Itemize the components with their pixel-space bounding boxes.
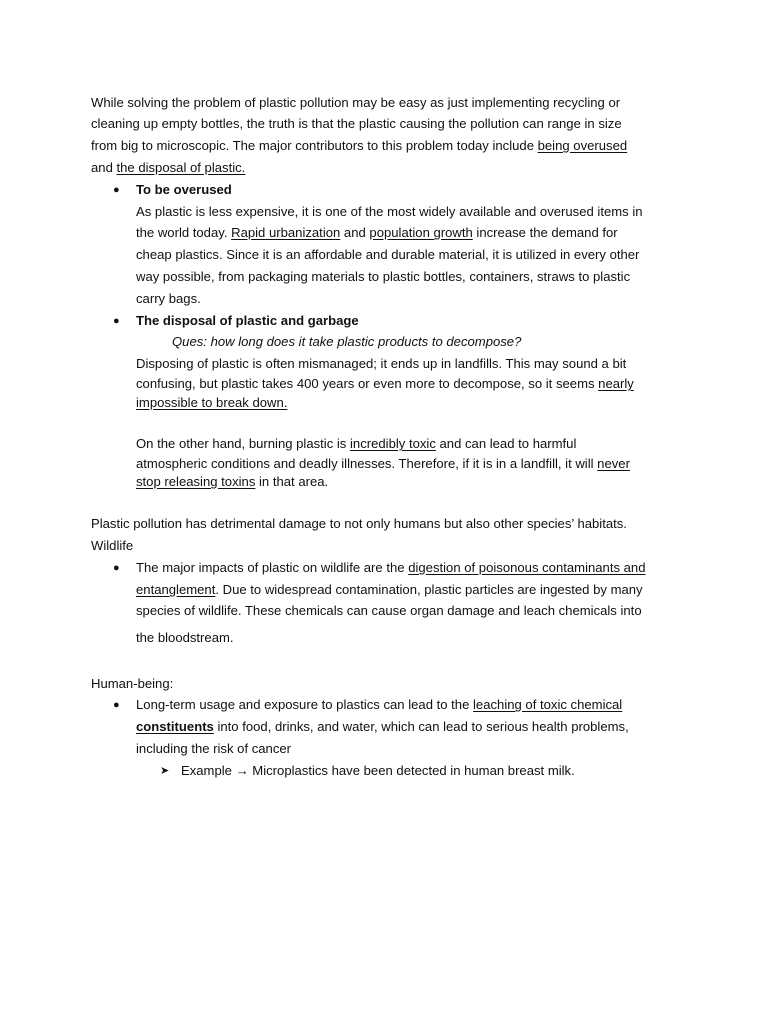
underlined-phrase: nearly xyxy=(598,376,634,391)
body-line xyxy=(136,719,629,735)
intro-line xyxy=(91,138,627,154)
intro-text: from big to microscopic. The major contributors xyxy=(91,138,364,153)
underlined-phrase: incredibly toxic xyxy=(350,436,436,451)
example-line: Example → Microplastics have been detected in human breast milk. xyxy=(181,763,575,778)
body-text: and xyxy=(340,225,370,240)
body-text: confusing, but plastic takes 400 years or even more to decompose, so it seems xyxy=(136,376,599,391)
underlined-phrase: constituents xyxy=(136,719,214,734)
body-text: atmospheric conditions and deadly illnesses. Therefore, if it is in a landfill, it will xyxy=(136,456,598,471)
bullet-icon: ● xyxy=(113,562,120,574)
underlined-phrase: Rapid urbanization xyxy=(231,225,341,240)
underlined-phrase: being overused xyxy=(537,138,628,153)
body-line: the bloodstream. xyxy=(136,630,234,645)
intro-line xyxy=(91,160,245,176)
intro-text: cleaning up empty bottles, the truth is that the plastic causing the pollution can range in size xyxy=(91,116,622,131)
underlined-phrase: impossible to break down. xyxy=(136,395,288,410)
intro-text: While solving the problem of plastic pollution may be easy as just implementing recycling or xyxy=(91,95,621,110)
bullet-icon: ● xyxy=(113,699,120,711)
body-line xyxy=(136,376,634,392)
intro-text: and xyxy=(91,160,117,175)
body-line: cheap plastics. Since it is an affordable and durable material, it is utilized in every other xyxy=(136,247,640,262)
intro-line xyxy=(91,95,620,111)
section-label: Wildlife xyxy=(91,538,134,553)
bullet-icon: ● xyxy=(113,184,120,196)
cause-heading: To be overused xyxy=(136,182,232,197)
body-line xyxy=(136,436,576,452)
intro-line xyxy=(91,116,622,132)
section-label: Human-being: xyxy=(91,676,174,691)
body-text: Long-term usage and exposure to plastics can lead to the xyxy=(136,697,474,712)
body-line: species of wildlife. These chemicals can cause organ damage and leach chemicals into xyxy=(136,603,642,618)
body-line xyxy=(136,697,622,713)
body-text: The major impacts of plastic on wildlife are the xyxy=(136,560,409,575)
body-line xyxy=(136,225,618,241)
body-text: into food, drinks, and water, which can lead to serious health problems, xyxy=(213,719,629,734)
underlined-phrase: digestion of poisonous contaminants and xyxy=(408,560,646,575)
underlined-phrase: leaching of toxic chemical xyxy=(473,697,623,712)
body-line: Disposing of plastic is often mismanaged; it ends up in landfills. This may sound a bit xyxy=(136,356,627,371)
cause-heading: The disposal of plastic and garbage xyxy=(136,313,359,328)
body-line xyxy=(136,582,643,598)
body-text: in that area. xyxy=(255,474,329,489)
body-line xyxy=(136,560,646,576)
underlined-phrase: population growth xyxy=(369,225,473,240)
body-line xyxy=(136,474,328,490)
underlined-phrase: never xyxy=(597,456,630,471)
body-text: . Due to widespread contamination, plastic particles are ingested by many xyxy=(215,582,643,597)
body-line: way possible, from packaging materials to plastic bottles, containers, straws to plastic xyxy=(136,269,631,284)
question-text: Ques: how long does it take plastic products to decompose? xyxy=(172,334,522,349)
intro-text: to this problem today include xyxy=(363,138,538,153)
body-text: On the other hand, burning plastic is xyxy=(136,436,350,451)
underlined-phrase: entanglement xyxy=(136,582,216,597)
arrowhead-bullet-icon: ➤ xyxy=(160,765,170,777)
body-line xyxy=(136,456,630,472)
body-text: increase the demand for xyxy=(472,225,618,240)
bullet-icon: ● xyxy=(113,315,120,327)
body-text: and can lead to harmful xyxy=(435,436,577,451)
body-line: As plastic is less expensive, it is one of the most widely available and overused items in xyxy=(136,204,643,219)
underlined-phrase: the disposal of plastic. xyxy=(116,160,246,175)
underlined-phrase: stop releasing toxins xyxy=(136,474,256,489)
body-text: the world today. xyxy=(136,225,232,240)
body-line: including the risk of cancer xyxy=(136,741,292,756)
effects-intro: Plastic pollution has detrimental damage to not only humans but also other species’ habitats. xyxy=(91,516,627,531)
body-line: carry bags. xyxy=(136,291,201,306)
